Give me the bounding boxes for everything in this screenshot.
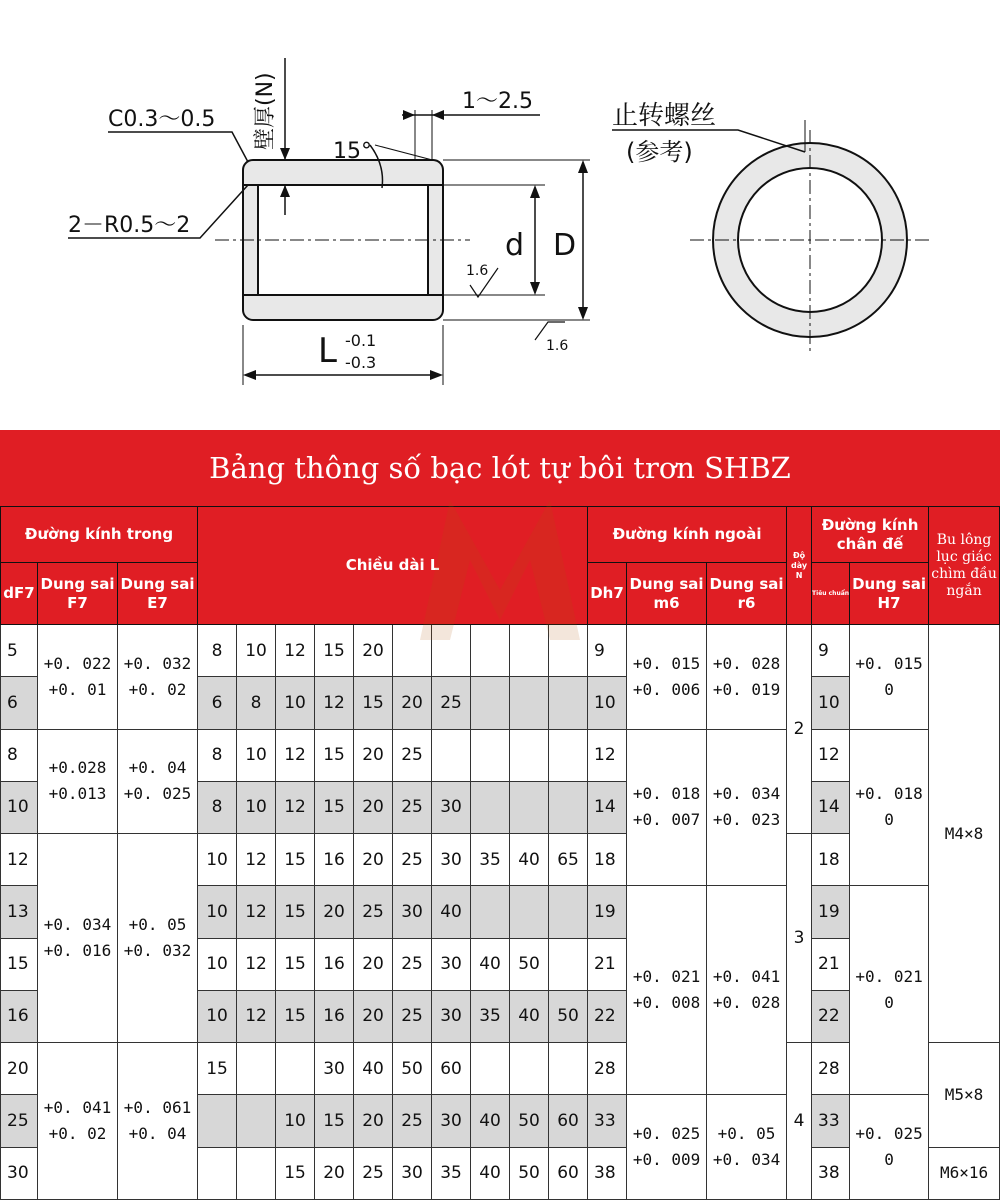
- flange-diameter-cell: 9: [812, 625, 850, 677]
- tol-h7-cell: +0. 025 0: [850, 1095, 929, 1200]
- length-cell: 30: [315, 1043, 354, 1095]
- length-cell: 10: [237, 625, 276, 677]
- roughness-outer-label: 1.6: [546, 338, 569, 354]
- groove-label: 1～2.5: [462, 89, 533, 114]
- length-cell: 15: [276, 1147, 315, 1199]
- length-cell: 25: [393, 834, 432, 886]
- length-cell: 16: [315, 938, 354, 990]
- length-cell: 20: [354, 834, 393, 886]
- length-cell: 8: [237, 677, 276, 729]
- length-cell: 30: [432, 1095, 471, 1147]
- tol-e7-cell: +0. 05 +0. 032: [118, 834, 198, 1043]
- outer-diameter-cell: 19: [588, 886, 627, 938]
- tol-f7-cell: +0.028 +0.013: [38, 729, 118, 834]
- length-cell: 12: [315, 677, 354, 729]
- bolt-cell: M6×16: [929, 1147, 1000, 1199]
- length-cell: 65: [549, 834, 588, 886]
- tol-e7-cell: +0. 032 +0. 02: [118, 625, 198, 730]
- length-tol-upper: -0.1: [345, 331, 377, 350]
- length-cell: [432, 729, 471, 781]
- length-cell: 12: [276, 781, 315, 833]
- length-cell: [393, 625, 432, 677]
- length-cell: 15: [276, 938, 315, 990]
- length-cell: [510, 1043, 549, 1095]
- header-tol-f7: Dung sai F7: [38, 563, 118, 625]
- flange-diameter-cell: 14: [812, 781, 850, 833]
- length-cell: 30: [432, 781, 471, 833]
- length-cell: 15: [354, 677, 393, 729]
- tol-r6-cell: +0. 041 +0. 028: [707, 886, 787, 1095]
- length-cell: [471, 625, 510, 677]
- length-cell: [471, 729, 510, 781]
- length-cell: 35: [432, 1147, 471, 1199]
- length-cell: 40: [510, 834, 549, 886]
- length-cell: 30: [432, 834, 471, 886]
- header-tol-h7: Dung sai H7: [850, 563, 929, 625]
- length-cell: [237, 1095, 276, 1147]
- tol-h7-cell: +0. 018 0: [850, 729, 929, 886]
- length-cell: 25: [432, 677, 471, 729]
- length-cell: 20: [315, 1147, 354, 1199]
- outer-diameter-cell: 9: [588, 625, 627, 677]
- length-cell: 12: [237, 990, 276, 1042]
- flange-diameter-cell: 21: [812, 938, 850, 990]
- length-cell: 15: [315, 1095, 354, 1147]
- outer-diameter-label: D: [553, 228, 577, 263]
- length-cell: [276, 1043, 315, 1095]
- length-cell: 12: [237, 886, 276, 938]
- table-title: Bảng thông số bạc lót tự bôi trơn SHBZ: [0, 430, 1000, 506]
- length-cell: 20: [393, 677, 432, 729]
- inner-diameter-cell: 25: [1, 1095, 38, 1147]
- outer-diameter-cell: 18: [588, 834, 627, 886]
- length-cell: 25: [354, 886, 393, 938]
- length-cell: [510, 781, 549, 833]
- flange-diameter-cell: 28: [812, 1043, 850, 1095]
- length-cell: 8: [198, 781, 237, 833]
- length-cell: [198, 1147, 237, 1199]
- length-cell: 30: [393, 1147, 432, 1199]
- outer-diameter-cell: 28: [588, 1043, 627, 1095]
- header-thickness: Độ dày N: [787, 507, 812, 625]
- length-cell: 15: [276, 886, 315, 938]
- length-label: L: [318, 331, 337, 371]
- bolt-cell: M4×8: [929, 625, 1000, 1043]
- length-cell: 30: [393, 886, 432, 938]
- chamfer-label: C0.3～0.5: [108, 107, 216, 132]
- length-cell: [510, 625, 549, 677]
- spec-table: [0, 506, 1000, 1200]
- length-cell: 20: [354, 938, 393, 990]
- bushing-drawing: [0, 0, 1000, 430]
- length-cell: 15: [315, 625, 354, 677]
- outer-diameter-cell: 10: [588, 677, 627, 729]
- length-cell: 40: [471, 938, 510, 990]
- inner-diameter-label: d: [505, 228, 525, 263]
- tol-e7-cell: +0. 061 +0. 04: [118, 1043, 198, 1200]
- tol-h7-cell: +0. 021 0: [850, 886, 929, 1095]
- length-cell: 15: [276, 990, 315, 1042]
- length-cell: 8: [198, 729, 237, 781]
- length-cell: 35: [471, 834, 510, 886]
- header-standard: Tiêu chuẩn: [812, 563, 850, 625]
- length-cell: 50: [510, 1147, 549, 1199]
- length-cell: 10: [276, 1095, 315, 1147]
- length-cell: 15: [315, 781, 354, 833]
- length-cell: 25: [393, 729, 432, 781]
- length-cell: 20: [354, 1095, 393, 1147]
- flange-diameter-cell: 18: [812, 834, 850, 886]
- length-cell: 20: [354, 729, 393, 781]
- length-cell: 20: [315, 886, 354, 938]
- length-cell: [432, 625, 471, 677]
- length-cell: 40: [471, 1095, 510, 1147]
- length-cell: 50: [510, 938, 549, 990]
- length-cell: [549, 677, 588, 729]
- length-cell: [510, 886, 549, 938]
- length-cell: [549, 781, 588, 833]
- tol-e7-cell: +0. 04 +0. 025: [118, 729, 198, 834]
- length-cell: 10: [198, 990, 237, 1042]
- length-cell: [237, 1147, 276, 1199]
- outer-diameter-cell: 22: [588, 990, 627, 1042]
- screw-label: 止转螺丝: [612, 101, 717, 131]
- screw-ref-label: (参考): [626, 138, 693, 166]
- length-cell: 12: [276, 729, 315, 781]
- inner-diameter-cell: 13: [1, 886, 38, 938]
- length-cell: [510, 677, 549, 729]
- length-cell: 25: [393, 1095, 432, 1147]
- length-cell: [549, 625, 588, 677]
- length-cell: [471, 1043, 510, 1095]
- length-cell: 15: [315, 729, 354, 781]
- angle-label: 15°: [333, 139, 372, 164]
- fillet-label: 2－R0.5～2: [68, 213, 191, 238]
- header-tol-r6: Dung sai r6: [707, 563, 787, 625]
- tol-r6-cell: +0. 05 +0. 034: [707, 1095, 787, 1200]
- tol-f7-cell: +0. 022 +0. 01: [38, 625, 118, 730]
- tol-f7-cell: +0. 034 +0. 016: [38, 834, 118, 1043]
- length-cell: [510, 729, 549, 781]
- tol-f7-cell: +0. 041 +0. 02: [38, 1043, 118, 1200]
- bolt-cell: M5×8: [929, 1043, 1000, 1148]
- length-cell: 25: [393, 938, 432, 990]
- length-cell: 60: [432, 1043, 471, 1095]
- length-cell: 12: [237, 834, 276, 886]
- flange-diameter-cell: 10: [812, 677, 850, 729]
- flange-diameter-cell: 19: [812, 886, 850, 938]
- length-cell: 10: [198, 938, 237, 990]
- length-cell: 50: [393, 1043, 432, 1095]
- length-cell: 15: [198, 1043, 237, 1095]
- inner-diameter-cell: 15: [1, 938, 38, 990]
- inner-diameter-cell: 12: [1, 834, 38, 886]
- inner-diameter-cell: 16: [1, 990, 38, 1042]
- tol-r6-cell: +0. 034 +0. 023: [707, 729, 787, 886]
- length-cell: 10: [237, 781, 276, 833]
- length-cell: 40: [471, 1147, 510, 1199]
- length-cell: 40: [354, 1043, 393, 1095]
- outer-diameter-cell: 12: [588, 729, 627, 781]
- tol-h7-cell: +0. 015 0: [850, 625, 929, 730]
- tol-m6-cell: +0. 015 +0. 006: [627, 625, 707, 730]
- length-cell: 15: [276, 834, 315, 886]
- flange-diameter-cell: 38: [812, 1147, 850, 1199]
- inner-diameter-cell: 20: [1, 1043, 38, 1095]
- length-cell: 20: [354, 990, 393, 1042]
- length-cell: [471, 677, 510, 729]
- flange-diameter-cell: 33: [812, 1095, 850, 1147]
- length-cell: 50: [510, 1095, 549, 1147]
- length-cell: 25: [354, 1147, 393, 1199]
- thickness-cell: 2: [787, 625, 812, 834]
- table-row: [1, 625, 1000, 677]
- header-inner-diameter: Đường kính trong: [1, 507, 198, 563]
- thickness-cell: 4: [787, 1043, 812, 1200]
- length-cell: 16: [315, 834, 354, 886]
- length-cell: 40: [510, 990, 549, 1042]
- flange-diameter-cell: 12: [812, 729, 850, 781]
- length-cell: 40: [432, 886, 471, 938]
- inner-diameter-cell: 30: [1, 1147, 38, 1199]
- tol-m6-cell: +0. 018 +0. 007: [627, 729, 707, 886]
- length-tol-lower: -0.3: [345, 353, 377, 372]
- header-dh7: Dh7: [588, 563, 627, 625]
- tol-r6-cell: +0. 028 +0. 019: [707, 625, 787, 730]
- wall-thickness-label: 壁厚(N): [253, 72, 278, 150]
- length-cell: 12: [237, 938, 276, 990]
- header-bolt: Bu lông lục giác chìm đầu ngắn: [929, 507, 1000, 625]
- length-cell: 30: [432, 938, 471, 990]
- length-cell: 60: [549, 1095, 588, 1147]
- length-cell: [237, 1043, 276, 1095]
- length-cell: [198, 1095, 237, 1147]
- tol-m6-cell: +0. 021 +0. 008: [627, 886, 707, 1095]
- header-df7: dF7: [1, 563, 38, 625]
- length-cell: [549, 1043, 588, 1095]
- header-length: Chiều dài L: [198, 507, 588, 625]
- inner-diameter-cell: 5: [1, 625, 38, 677]
- length-cell: 25: [393, 990, 432, 1042]
- length-cell: 25: [393, 781, 432, 833]
- outer-diameter-cell: 38: [588, 1147, 627, 1199]
- tol-m6-cell: +0. 025 +0. 009: [627, 1095, 707, 1200]
- length-cell: [549, 886, 588, 938]
- outer-diameter-cell: 33: [588, 1095, 627, 1147]
- flange-diameter-cell: 22: [812, 990, 850, 1042]
- length-cell: 6: [198, 677, 237, 729]
- outer-diameter-cell: 21: [588, 938, 627, 990]
- length-cell: 10: [237, 729, 276, 781]
- length-cell: 50: [549, 990, 588, 1042]
- length-cell: 35: [471, 990, 510, 1042]
- length-cell: 16: [315, 990, 354, 1042]
- thickness-cell: 3: [787, 834, 812, 1043]
- outer-diameter-cell: 14: [588, 781, 627, 833]
- length-cell: 20: [354, 781, 393, 833]
- roughness-inner-label: 1.6: [466, 263, 489, 279]
- length-cell: 8: [198, 625, 237, 677]
- header-tol-e7: Dung sai E7: [118, 563, 198, 625]
- length-cell: 60: [549, 1147, 588, 1199]
- length-cell: 10: [276, 677, 315, 729]
- length-cell: [549, 938, 588, 990]
- length-cell: 12: [276, 625, 315, 677]
- length-cell: [471, 886, 510, 938]
- inner-diameter-cell: 6: [1, 677, 38, 729]
- length-cell: 10: [198, 886, 237, 938]
- length-cell: [549, 729, 588, 781]
- header-tol-m6: Dung sai m6: [627, 563, 707, 625]
- length-cell: 30: [432, 990, 471, 1042]
- inner-diameter-cell: 10: [1, 781, 38, 833]
- header-flange: Đường kính chân đế: [812, 507, 929, 563]
- header-outer-diameter: Đường kính ngoài: [588, 507, 787, 563]
- length-cell: 20: [354, 625, 393, 677]
- table-row: [1, 729, 1000, 781]
- length-cell: 10: [198, 834, 237, 886]
- inner-diameter-cell: 8: [1, 729, 38, 781]
- length-cell: [471, 781, 510, 833]
